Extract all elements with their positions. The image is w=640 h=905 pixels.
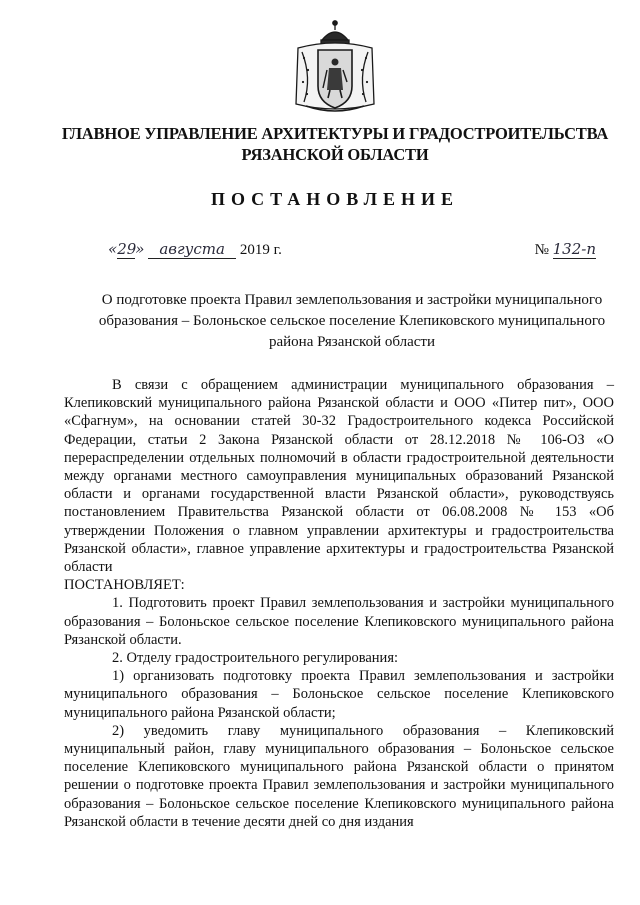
- number-prefix: №: [534, 242, 549, 258]
- document-date: [108, 240, 282, 259]
- subject-line-1: О подготовке проекта Правил землепользования и застройки муниципального: [101, 292, 603, 308]
- subject-line-3: района Рязанской области: [268, 334, 435, 350]
- body-resolves: ПОСТАНОВЛЯЕТ:: [64, 577, 185, 594]
- body-item-2: 2. Отделу градостроительного регулирования:: [112, 650, 399, 667]
- number-value: 132-п: [552, 240, 596, 258]
- date-close-quote: »: [135, 240, 145, 258]
- document-number: [535, 240, 596, 259]
- organization-name-line1: ГЛАВНОЕ УПРАВЛЕНИЕ АРХИТЕКТУРЫ И ГРАДОСТРОИТЕЛЬСТВА: [61, 124, 609, 143]
- date-open-quote: «: [108, 240, 118, 258]
- date-month: августа: [148, 240, 236, 259]
- body-item-1: 1. Подготовить проект Правил землепользования и застройки муниципального образования – Болоньское сельское поселение Клепиковского муниципального района Рязанской области.: [64, 595, 614, 648]
- date-year: 2019 г.: [239, 242, 282, 258]
- document-type-title: ПОСТАНОВЛЕНИЕ: [210, 189, 460, 209]
- body-paragraph-preamble: В связи с обращением администрации муниципального образования – Клепиковский муниципального района Рязанской области и ООО «Питер пит», ООО «Сфагнум», на основании статей 30-32 Градостроительного кодекса Российской Федерации, статьи 2 Закона Рязанской области от 28.12.2018 № 106-ОЗ «О перераспределении отдельных полномочий в области градостроительной деятельности между органами местного самоуправления муниципальных образований Рязанской области и органами государственной власти Рязанской области», руководствуясь постановлением Правительства Рязанской области от 06.08.2008 № 153 «Об утверждении Положения о главном управлении архитектуры и градостроительства Рязанской области», главное управление архитектуры и градостроительства Рязанской области: [64, 377, 614, 576]
- date-day: 29: [117, 240, 137, 258]
- body-subitem-2: 2) уведомить главу муниципального образования – Клепиковский муниципальный район, главу муниципального образования – Болоньское сельское поселение Клепиковского муниципального района Рязанской области о принятом решении о подготовке проекта Правил землепользования и застройки муниципального образования – Болоньское сельское поселение Клепиковского муниципального района Рязанской области в течение десяти дней со дня издания: [64, 722, 614, 830]
- body-subitem-1: 1) организовать подготовку проекта Правил землепользования и застройки муниципального образования – Болоньское сельское поселение Клепиковского муниципального района Рязанской области;: [64, 668, 614, 721]
- document-subject: [82, 290, 622, 353]
- ryazan-coat-of-arms-icon: [292, 18, 378, 116]
- document-body: [64, 376, 614, 831]
- subject-line-2: образования – Болоньское сельское поселение Клепиковского муниципального: [98, 313, 606, 329]
- organization-name-line2: РЯЗАНСКОЙ ОБЛАСТИ: [241, 145, 429, 164]
